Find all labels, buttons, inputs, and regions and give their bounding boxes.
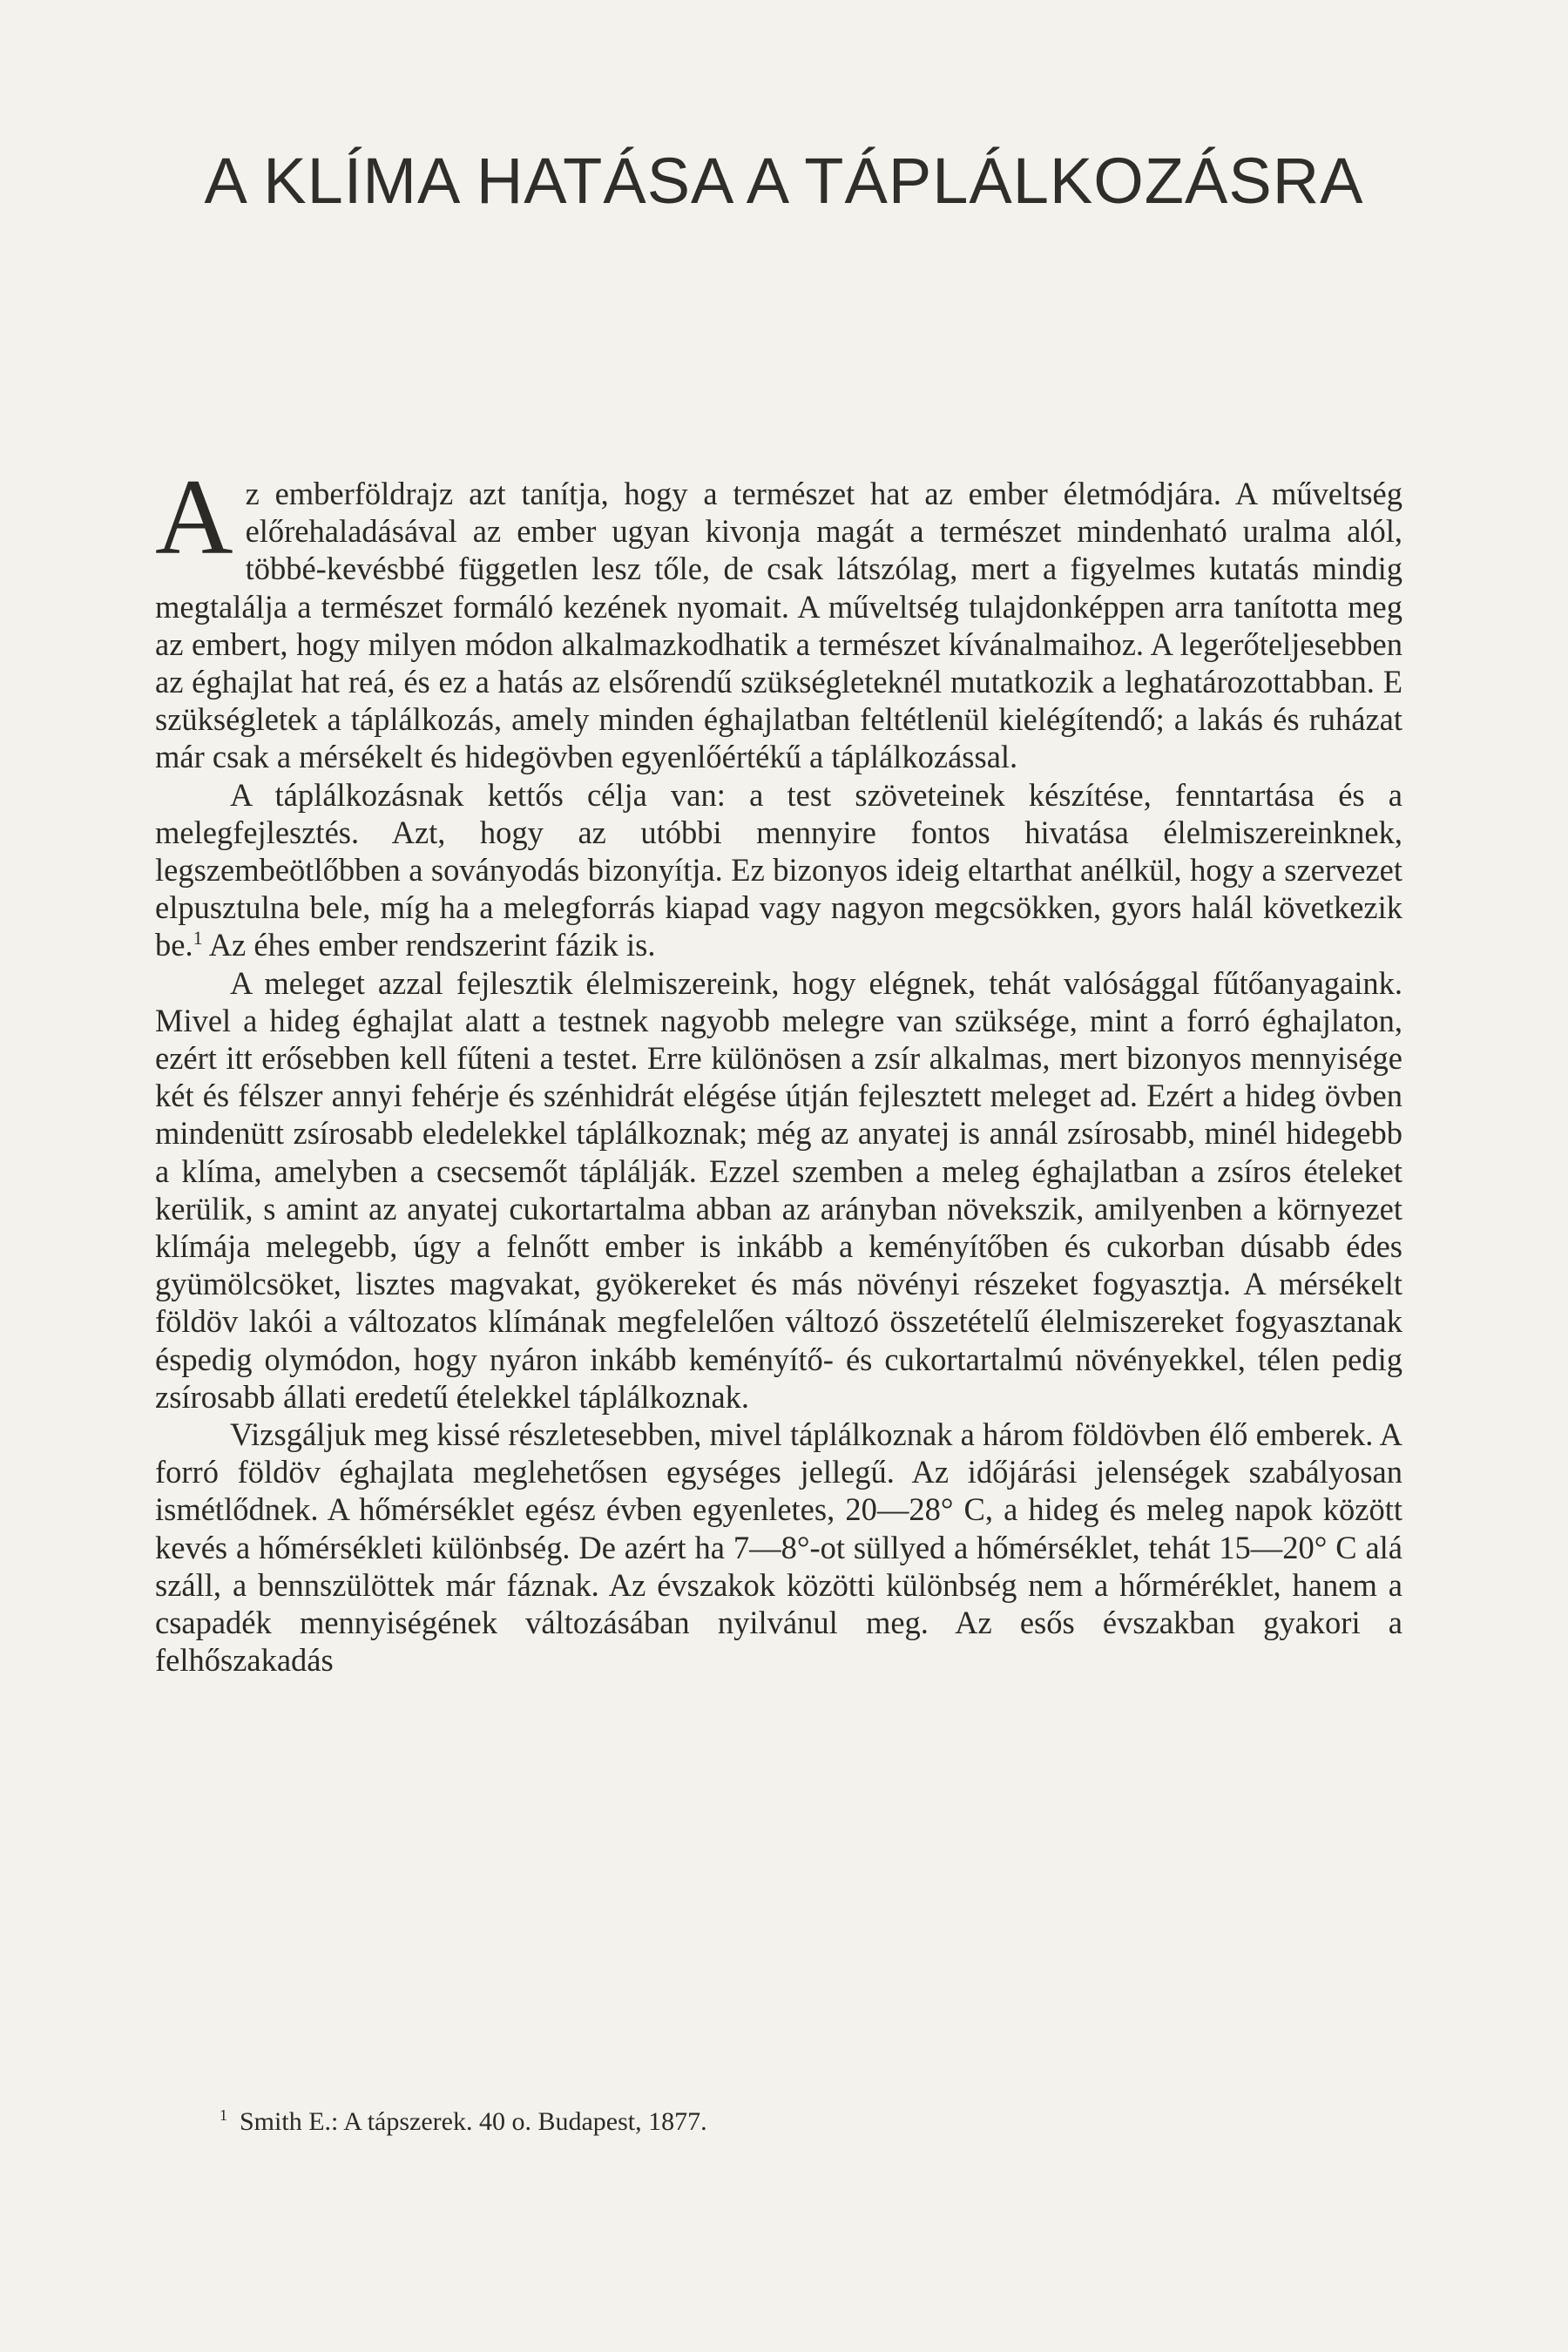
paragraph-1 xyxy=(155,457,1402,776)
paragraph-4-text: Vizsgáljuk meg kissé részletesebben, mivel táplálkoznak a három földövben élő emberek. A forró földöv éghajlata meglehetősen egységes jellegű. Az időjárási jelenségek szabályosan ismétlődnek. A hőmérséklet egész évben egyenletes, 20—28° C, a hideg és meleg napok között kevés a hőmérsékleti különbség. De azért ha 7—8°-ot süllyed a hőmérséklet, tehát 15—20° C alá száll, a bennszülöttek már fáznak. Az évszakok közötti különbség nem a hőrméréklet, hanem a csapadék mennyiségének változásában nyilvánul meg. Az esős évszakban gyakori a felhőszakadás xyxy=(155,1416,1402,1679)
article-body xyxy=(155,457,1402,1680)
paragraph-2-text: A táplálkozásnak kettős célja van: a test szöveteinek készítése, fenntartása és a melegfejlesztés. Azt, hogy az utóbbi mennyire fontos hivatása élelmiszereinknek, legszembeötlőbben a soványodás bizonyítja. Ez bizonyos ideig eltarthat anélkül, hogy a szervezet elpusztulna bele, míg ha a melegforrás kiapad vagy nagyon megcsökken, gyors halál következik be. xyxy=(155,776,1402,963)
drop-cap: A xyxy=(155,457,233,577)
paragraph-2 xyxy=(155,776,1402,964)
footnote xyxy=(220,2106,707,2137)
footnote-reference[interactable]: 1 xyxy=(193,927,203,950)
footnote-text: Smith E.: A tápszerek. 40 o. Budapest, 1877. xyxy=(240,2107,707,2136)
footnote-marker: 1 xyxy=(220,2106,227,2124)
paragraph-3-text: A meleget azzal fejlesztik élelmiszereink, hogy elégnek, tehát valósággal fűtőanyagaink. Mivel a hideg éghajlat alatt a testnek nagyobb melegre van szüksége, mint a forró éghajlaton, ezért itt erősebben kell fűteni a testet. Erre különösen a zsír alkalmas, mert bizonyos mennyisége két és félszer annyi fehérje és szénhidrát elégése útján fejlesztett meleget ad. Ezért a hideg övben mindenütt zsírosabb eledelekkel táplálkoznak; még az anyatej is annál zsírosabb, minél hidegebb a klíma, amelyben a csecsemőt táplálják. Ezzel szemben a meleg éghajlatban a zsíros ételeket kerülik, s amint az anyatej cukortartalma abban az arányban növekszik, amilyenben a környezet klímája melegebb, úgy a felnőtt ember is inkább a keményítőben és cukorban dúsabb édes gyümölcsöket, lisztes magvakat, gyökereket és más növényi részeket fogyasztja. A mérsékelt földöv lakói a változatos klímának megfelelően változó összetételű élelmiszereket fogyasztanak éspedig olymódon, hogy nyáron inkább keményítő- és cukortartalmú növényekkel, télen pedig zsírosabb állati eredetű ételekkel táplálkoznak. xyxy=(155,964,1402,1415)
paragraph-2-text-after: Az éhes ember rendszerint fázik is. xyxy=(202,927,656,963)
page-title: A KLÍMA HATÁSA A TÁPLÁLKOZÁSRA xyxy=(204,145,1364,217)
paragraph-1-text: z emberföldrajz azt tanítja, hogy a természet hat az ember életmódjára. A műveltség előrehaladásával az ember ugyan kivonja magát a természet mindenható uralma alól, többé-kevésbbé független lesz tőle, de csak látszólag, mert a figyelmes kutatás mindig megtalálja a természet formáló kezének nyomait. A műveltség tulajdonképpen arra tanította meg az embert, hogy milyen módon alkalmazkodhatik a természet kívánalmaihoz. A legerőteljesebben az éghajlat hat reá, és ez a hatás az elsőrendű szükségleteknél mutatkozik a leghatározottabban. E szükségletek a táplálkozás, amely minden éghajlatban feltétlenül kielégítendő; a lakás és ruházat már csak a mérsékelt és hidegövben egyenlőértékű a táplálkozással. xyxy=(155,476,1402,775)
paragraph-4 xyxy=(155,1416,1402,1679)
paragraph-3 xyxy=(155,964,1402,1416)
